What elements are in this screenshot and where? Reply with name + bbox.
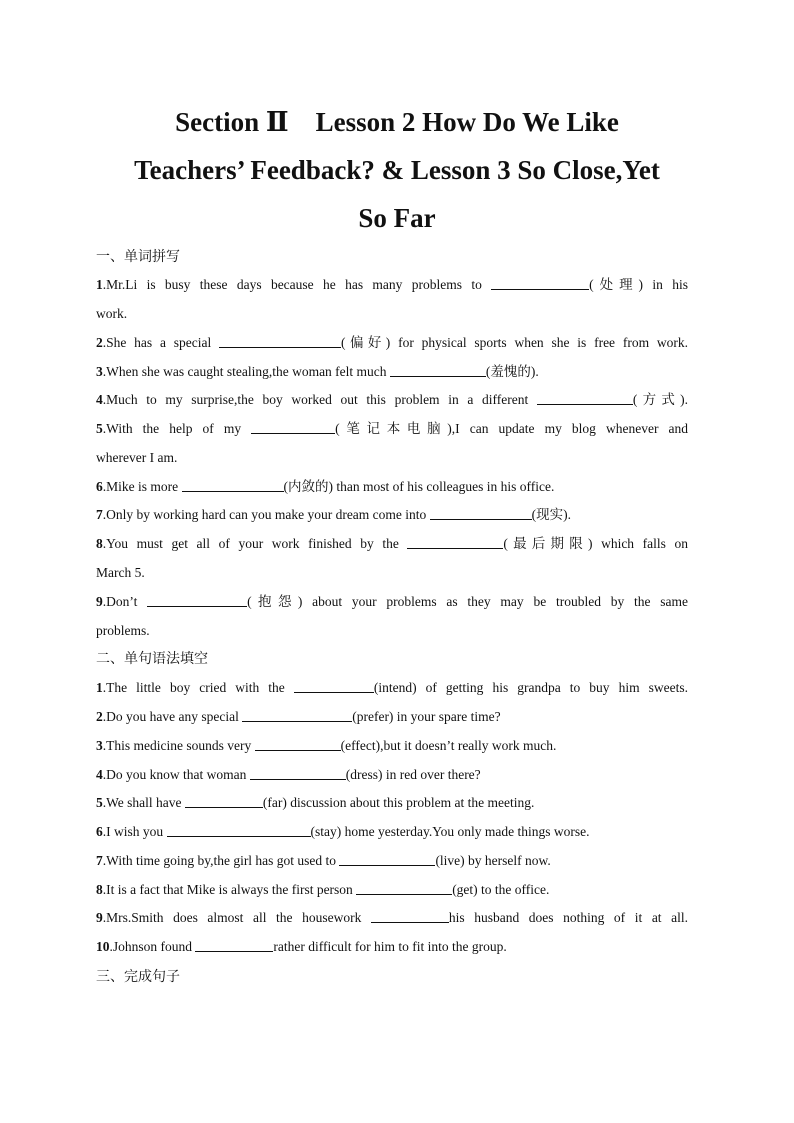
question-text: .Only by working hard can you make your dream come into xyxy=(102,507,430,522)
question-text: .Do you know that woman xyxy=(102,767,250,782)
grammar-question-5 xyxy=(96,788,688,817)
vocab-question-2 xyxy=(96,328,688,357)
grammar-question-7 xyxy=(96,846,688,875)
question-text: .The little boy cried with the xyxy=(102,680,294,695)
vocab-question-3 xyxy=(96,357,688,386)
question-text: (内敛的) than most of his colleagues in his office. xyxy=(283,479,555,494)
question-text: .Don’t xyxy=(102,594,148,609)
question-number: 10 xyxy=(96,939,110,954)
question-number: 8 xyxy=(96,536,103,551)
question-text: .She has a special xyxy=(102,335,220,350)
answer-blank[interactable] xyxy=(147,592,247,607)
vocab-question-9 xyxy=(96,587,688,645)
question-number: 9 xyxy=(96,594,103,609)
vocab-question-6 xyxy=(96,472,688,501)
grammar-question-8 xyxy=(96,875,688,904)
page-title xyxy=(80,98,714,242)
grammar-question-10 xyxy=(96,932,688,961)
answer-blank[interactable] xyxy=(371,908,449,923)
answer-blank[interactable] xyxy=(407,534,503,549)
question-number: 3 xyxy=(96,738,103,753)
grammar-question-2 xyxy=(96,702,688,731)
answer-blank[interactable] xyxy=(182,477,284,492)
question-text: .We shall have xyxy=(102,795,185,810)
answer-blank[interactable] xyxy=(219,333,341,348)
question-continuation: problems. xyxy=(96,623,150,638)
question-number: 4 xyxy=(96,392,103,407)
question-text: .With time going by,the girl has got used to xyxy=(102,853,340,868)
grammar-question-6 xyxy=(96,817,688,846)
answer-blank[interactable] xyxy=(195,937,273,952)
question-number: 8 xyxy=(96,882,103,897)
vocab-question-7 xyxy=(96,500,688,529)
question-text: (现实). xyxy=(531,507,572,522)
title-line-2: Teachers’ Feedback? & Lesson 3 So Close,Yet xyxy=(134,155,660,185)
question-text: (stay) home yesterday.You only made things worse. xyxy=(310,824,590,839)
answer-blank[interactable] xyxy=(185,793,263,808)
question-text: (方式). xyxy=(632,392,688,407)
question-text: .It is a fact that Mike is always the first person xyxy=(102,882,357,897)
question-number: 2 xyxy=(96,709,103,724)
grammar-question-9 xyxy=(96,903,688,932)
question-text: (处理) in his xyxy=(589,277,688,292)
question-number: 3 xyxy=(96,364,103,379)
question-continuation: work. xyxy=(96,306,128,321)
question-number: 1 xyxy=(96,277,103,292)
question-text: .Mrs.Smith does almost all the housework xyxy=(102,910,371,925)
question-text: (偏好) for physical sports when she is free from work. xyxy=(341,335,688,350)
vocab-question-5 xyxy=(96,414,688,472)
answer-blank[interactable] xyxy=(251,419,335,434)
grammar-question-3 xyxy=(96,731,688,760)
question-number: 2 xyxy=(96,335,103,350)
question-text: .Do you have any special xyxy=(102,709,243,724)
answer-blank[interactable] xyxy=(491,275,589,290)
question-text: his husband does nothing of it at all. xyxy=(448,910,688,925)
question-text: .Johnson found xyxy=(109,939,196,954)
grammar-question-4 xyxy=(96,760,688,789)
question-number: 7 xyxy=(96,853,103,868)
answer-blank[interactable] xyxy=(250,765,346,780)
question-number: 7 xyxy=(96,507,103,522)
question-text: .Mike is more xyxy=(102,479,182,494)
vocab-question-8 xyxy=(96,529,688,587)
section-heading-complete-sentences: 三、完成句子 xyxy=(96,969,180,985)
question-number: 9 xyxy=(96,910,103,925)
question-number: 5 xyxy=(96,795,103,810)
question-number: 6 xyxy=(96,824,103,839)
question-text: .This medicine sounds very xyxy=(102,738,255,753)
answer-blank[interactable] xyxy=(167,822,311,837)
question-text: (effect),but it doesn’t really work much. xyxy=(340,738,557,753)
question-text: (intend) of getting his grandpa to buy him sweets. xyxy=(373,680,689,695)
answer-blank[interactable] xyxy=(356,880,452,895)
question-text: (羞愧的). xyxy=(485,364,539,379)
answer-blank[interactable] xyxy=(294,678,374,693)
vocab-question-4 xyxy=(96,385,688,414)
question-text: (get) to the office. xyxy=(452,882,550,897)
question-text: .You must get all of your work finished by the xyxy=(102,536,408,551)
question-text: (far) discussion about this problem at the meeting. xyxy=(262,795,535,810)
section-heading-vocabulary: 一、单词拼写 xyxy=(96,249,180,265)
vocab-question-1 xyxy=(96,270,688,328)
question-text: .When she was caught stealing,the woman felt much xyxy=(102,364,390,379)
question-text: .Much to my surprise,the boy worked out this problem in a different xyxy=(102,392,537,407)
answer-blank[interactable] xyxy=(339,851,435,866)
section-heading-grammar: 二、单句语法填空 xyxy=(96,651,208,667)
question-continuation: wherever I am. xyxy=(96,450,178,465)
question-text: .With the help of my xyxy=(102,421,252,436)
question-text: rather difficult for him to fit into the group. xyxy=(273,939,507,954)
answer-blank[interactable] xyxy=(242,707,352,722)
question-number: 5 xyxy=(96,421,103,436)
question-number: 4 xyxy=(96,767,103,782)
question-continuation: March 5. xyxy=(96,565,145,580)
question-text: (dress) in red over there? xyxy=(345,767,481,782)
question-text: (prefer) in your spare time? xyxy=(352,709,501,724)
answer-blank[interactable] xyxy=(537,390,633,405)
title-line-3: So Far xyxy=(358,203,436,233)
question-number: 1 xyxy=(96,680,103,695)
question-text: .I wish you xyxy=(102,824,167,839)
answer-blank[interactable] xyxy=(255,736,341,751)
answer-blank[interactable] xyxy=(390,362,486,377)
grammar-question-1 xyxy=(96,673,688,702)
answer-blank[interactable] xyxy=(430,505,532,520)
question-text: (笔记本电脑),I can update my blog whenever and xyxy=(335,421,689,436)
title-line-1: Section Ⅱ Lesson 2 How Do We Like xyxy=(175,107,619,137)
question-text: (最后期限) which falls on xyxy=(503,536,688,551)
question-text: (live) by herself now. xyxy=(435,853,551,868)
question-text: (抱怨) about your problems as they may be troubled by the same xyxy=(247,594,688,609)
question-text: .Mr.Li is busy these days because he has many problems to xyxy=(102,277,492,292)
question-number: 6 xyxy=(96,479,103,494)
